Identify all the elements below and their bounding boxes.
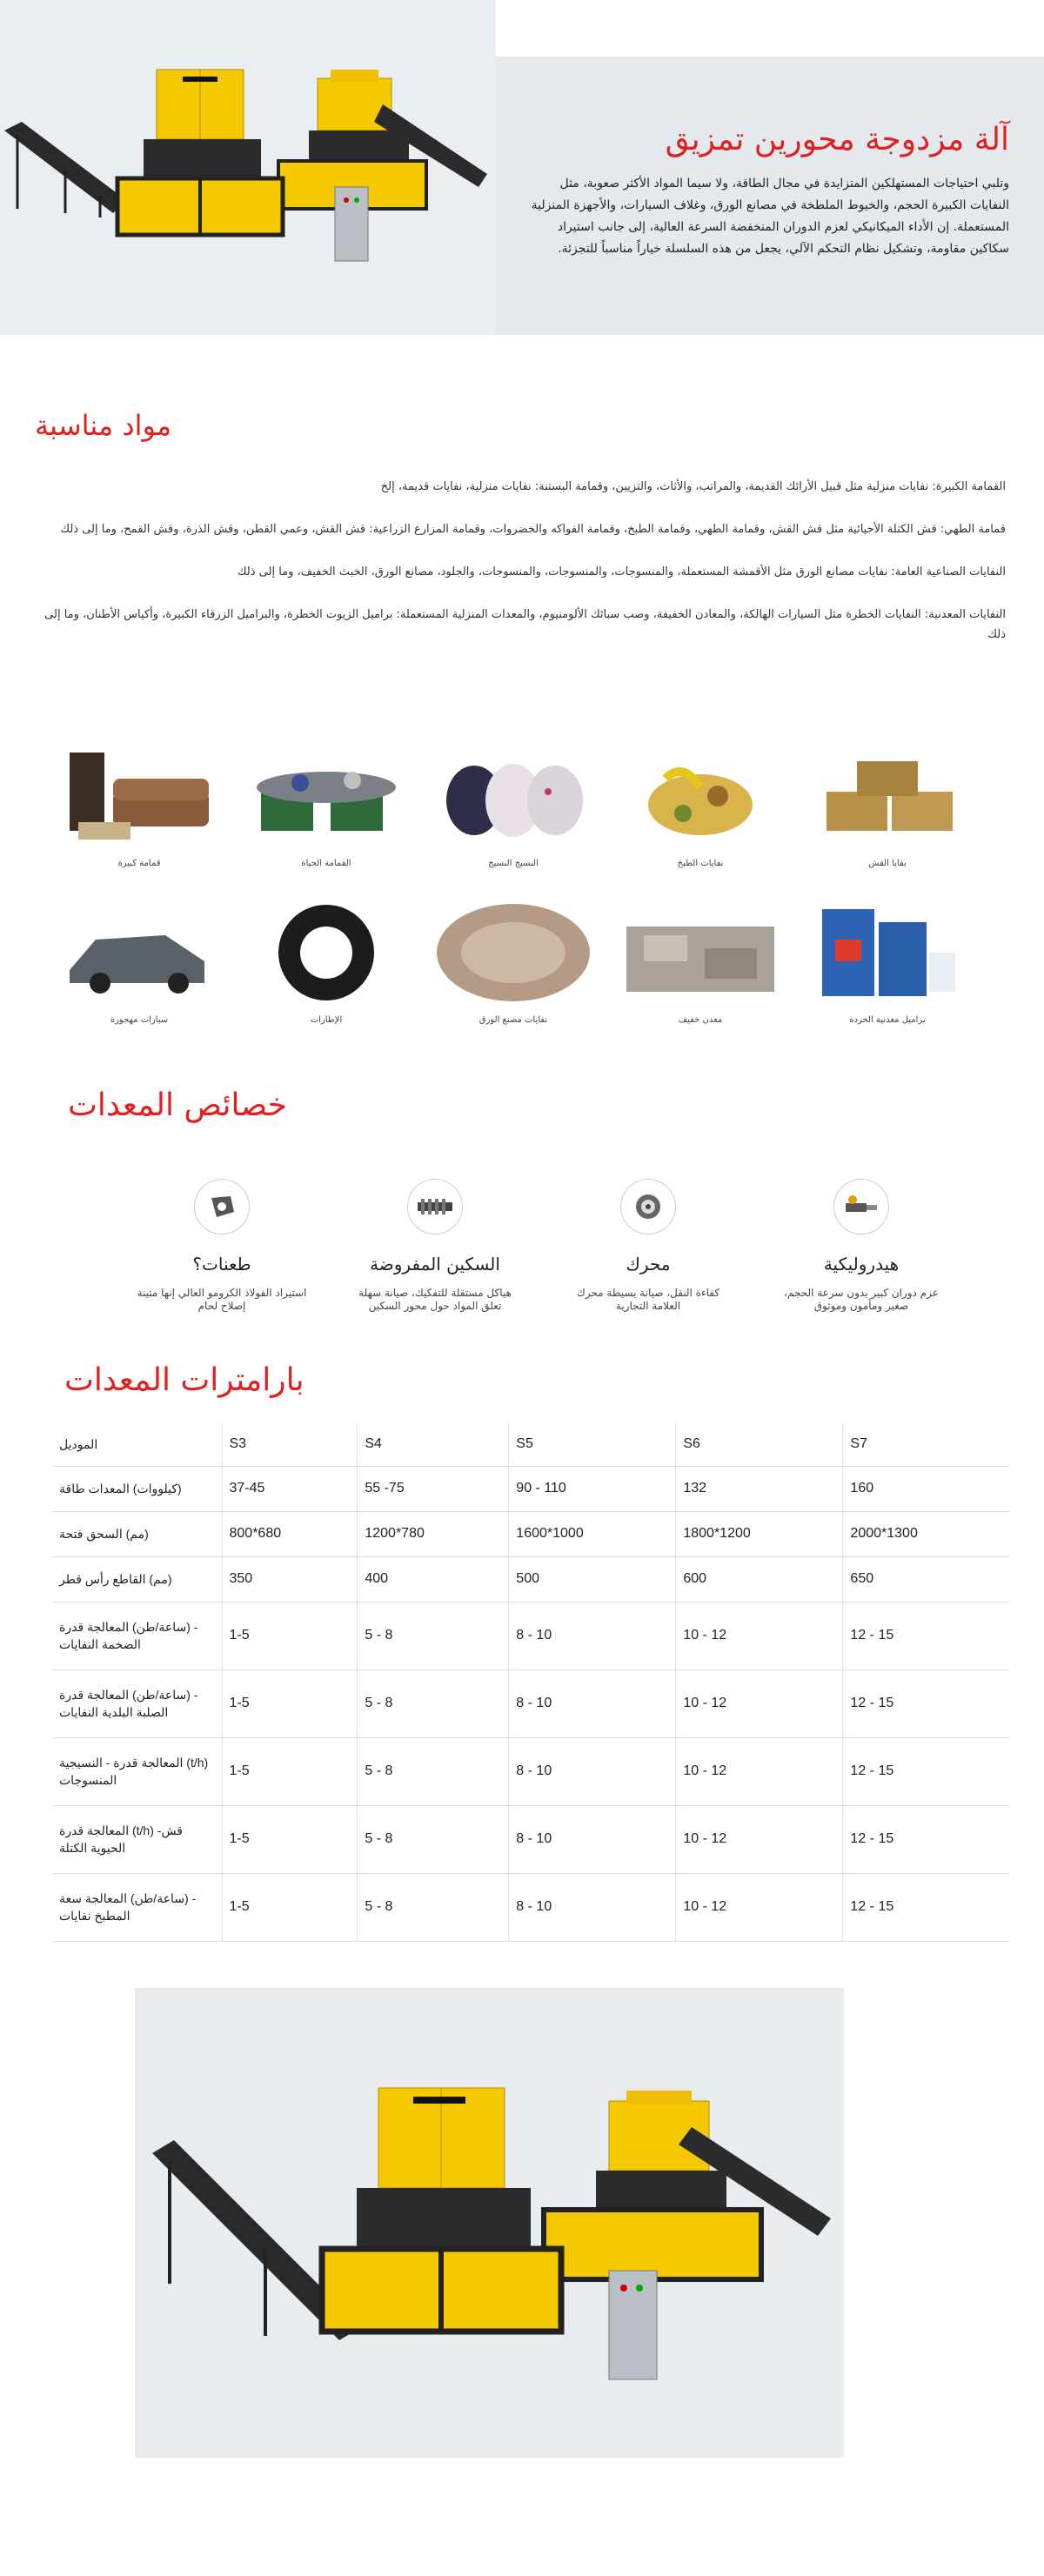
params-title: بارامترات المعدات [64,1362,304,1398]
gallery-label: الإطارات [310,1015,343,1025]
machine-render-image [135,1988,844,2458]
table-cell: 10 - 12 [676,1602,843,1669]
table-cell: S4 [358,1422,509,1466]
gallery-item [809,900,966,1025]
table-row-label: (مم) القاطع رأس قطر [52,1556,222,1602]
feature-item [561,1179,735,1313]
table-cell: 400 [358,1556,509,1602]
blade-shaft-icon [407,1179,463,1234]
table-cell: 10 - 12 [676,1805,843,1873]
gallery-item [622,900,779,1025]
table-row-label: - (ساعة/طن) المعالجة سعة المطبخ نفايات [52,1873,222,1941]
table-cell: S6 [676,1422,843,1466]
table-cell: 10 - 12 [676,1873,843,1941]
straw-bales-icon [809,744,966,848]
table-cell: S5 [509,1422,676,1466]
table-cell: 10 - 12 [676,1737,843,1805]
feature-name: طعنات؟ [192,1254,251,1275]
table-cell: 8 - 10 [509,1737,676,1805]
table-row-label: (t/h) المعالجة قدرة - النسيجية المنسوجات [52,1737,222,1805]
light-metal-icon [622,900,779,1005]
table-cell: 5 - 8 [358,1805,509,1873]
gallery-label: نفايات الطبخ [677,859,724,868]
table-cell: 90 - 110 [509,1466,676,1511]
table-row-label: (مم) السحق فتحة [52,1511,222,1556]
table-cell: 5 - 8 [358,1669,509,1737]
table-cell: 12 - 15 [843,1602,1009,1669]
table-cell: 5 - 8 [358,1602,509,1669]
gallery-item [248,744,405,868]
table-cell: 12 - 15 [843,1805,1009,1873]
table-cell: S3 [222,1422,358,1466]
gallery-label: معدن خفيف [678,1015,723,1025]
materials-title: مواد مناسبة [35,409,172,442]
table-cell: 5 - 8 [358,1737,509,1805]
hydraulic-icon [833,1179,889,1234]
gallery-item [61,744,218,868]
feature-desc: استيراد الفولاذ الكرومو العالي إنها متينة إصلاح لحام [137,1287,307,1312]
table-cell: 10 - 12 [676,1669,843,1737]
scrap-car-icon [61,900,218,1005]
table-row-label: - (ساعة/طن) المعالجة قدرة الضخمة النفايات [52,1602,222,1669]
table-cell: 800*680 [222,1511,358,1556]
table-cell: 8 - 10 [509,1805,676,1873]
material-line: النفايات الصناعية العامة: نفايات مصانع الورق مثل الأقمشة المستعملة، والمنسوجات، والمنسوجات، والمنسوجات، والجلود، مصانع الورق، الخبث الخفيف، وما إلى ذلك [237,565,1006,579]
table-cell: 8 - 10 [509,1873,676,1941]
table-row [52,1669,1009,1737]
table-row [52,1466,1009,1511]
table-cell: S7 [843,1422,1009,1466]
hero-section [0,0,1044,335]
table-cell: 600 [676,1556,843,1602]
table-cell: 1600*1000 [509,1511,676,1556]
table-cell: 8 - 10 [509,1669,676,1737]
feature-name: هيدروليكية [823,1254,900,1275]
feature-name: محرك [626,1254,671,1275]
table-row [52,1805,1009,1873]
table-cell: 37-45 [222,1466,358,1511]
features-title: خصائص المعدات [68,1087,287,1123]
table-cell: 132 [676,1466,843,1511]
blade-icon [194,1179,250,1234]
table-cell: 12 - 15 [843,1737,1009,1805]
table-cell: 1-5 [222,1737,358,1805]
gallery-item [248,900,405,1025]
feature-desc: كفاءة النقل، صيانة بسيطة محرك العلامة التجارية [576,1287,720,1312]
gallery-item [435,744,592,868]
feature-desc: عزم دوران كبير بدون سرعة الحجم، صغير ومأمون وموثوق [784,1287,939,1312]
table-cell: 2000*1300 [843,1511,1009,1556]
material-line: القمامة الكبيرة: نفايات منزلية مثل قبيل الأرائك القديمة، والمراتب، والأثاث، والتزيين، وقمامة البستنة: نفايات منزلية، نفايات قديمة، إلخ [380,480,1006,493]
gallery-item [61,900,218,1025]
table-cell: 5 - 8 [358,1873,509,1941]
table-row [52,1737,1009,1805]
gallery-item [622,744,779,868]
gallery-label: القمامة الحياة [301,859,351,868]
table-row [52,1511,1009,1556]
textile-bags-icon [435,744,592,848]
table-cell: 8 - 10 [509,1602,676,1669]
gallery-label: بقايا القش [868,859,907,868]
table-row-label: - (ساعة/طن) المعالجة قدرة الصلبة البلدية النفايات [52,1669,222,1737]
gallery-label: براميل معدنية الخردة [849,1015,926,1025]
table-cell: 500 [509,1556,676,1602]
table-cell: 350 [222,1556,358,1602]
table-cell: 1-5 [222,1805,358,1873]
food-waste-icon [622,744,779,848]
hero-description: وتلبي احتياجات المستهلكين المتزايدة في مجال الطاقة، ولا سيما المواد الأكثر صعوبة، مثل النفايات الكبيرة الحجم، والخيوط الملطخة في مصانع الورق، وغلاف السيارات، والأجهزة المنزلية المستعملة. إن الأداء الميكانيكي لعزم الدوران المنخفضة السرعة العالية، إلى جانب استيراد سكاكين مقاومة، وتشكيل نظام التحكم الآلي، يجعل من هذه السلسلة خياراً مناسباً للتجزئة. [531,177,1009,256]
motor-icon [620,1179,676,1234]
material-line: قمامة الطهي: قش الكتلة الأحيائية مثل قش القش، وقمامة الطهي، وقمامة الطبخ، وقمامة الفواكه والخضروات، وقمامة المزارع الزراعية: قش القش، وعمي القطن، وقش الذرة، وقش القمح، وما إلى ذلك [60,523,1006,536]
gallery-label: نفايات مصنع الورق [478,1015,548,1025]
gallery-item [809,744,966,868]
hero-machine-image [0,0,496,335]
tire-icon [248,900,405,1005]
table-row-label: الموديل [52,1422,222,1466]
paper-waste-icon [435,900,592,1005]
params-table [52,1422,1009,1942]
table-cell: 1800*1200 [676,1511,843,1556]
table-cell: 1-5 [222,1602,358,1669]
table-row [52,1602,1009,1669]
gallery-item [435,900,592,1025]
feature-item [135,1179,309,1313]
material-line: النفايات المعدنية: النفايات الخطرة مثل السيارات الهالكة، والمعادن الخفيفة، وصب سبائك الألومنيوم، والمعدات المنزلية المستعملة: براميل الزيوت الخطرة، والبراميل الزرقاء الكبيرة، وأكياس الأطنان، وما إلى ذلك [44,608,1006,641]
feature-item [348,1179,522,1313]
page-title: آلة مزدوجة محورين تمزيق [665,122,1009,157]
feature-name: السكين المفروضة [370,1254,500,1275]
table-cell: 650 [843,1556,1009,1602]
table-cell: 1-5 [222,1873,358,1941]
trash-bins-icon [248,744,405,848]
table-header-row [52,1422,1009,1466]
table-row [52,1556,1009,1602]
materials-list [31,477,1006,667]
table-row [52,1873,1009,1941]
gallery-label: النسيج النسيج [488,859,539,868]
table-cell: 55 -75 [358,1466,509,1511]
gallery-label: سيارات مهجورة [110,1015,169,1025]
barrels-icon [809,900,966,1005]
table-cell: 1-5 [222,1669,358,1737]
table-cell: 12 - 15 [843,1873,1009,1941]
table-row-label: قش- (t/h) المعالجة قدرة الحيوية الكتلة [52,1805,222,1873]
table-row-label: (كيلووات) المعدات طاقة [52,1466,222,1511]
table-cell: 12 - 15 [843,1669,1009,1737]
hero-text-panel [496,57,1044,335]
feature-item [774,1179,948,1313]
furniture-icon [61,744,218,848]
table-cell: 1200*780 [358,1511,509,1556]
table-cell: 160 [843,1466,1009,1511]
gallery-label: قمامة كبيرة [117,859,161,868]
feature-desc: هياكل مستقلة للتفكيك، صيانة سهلة تعلق المواد حول محور السكين [358,1287,512,1312]
